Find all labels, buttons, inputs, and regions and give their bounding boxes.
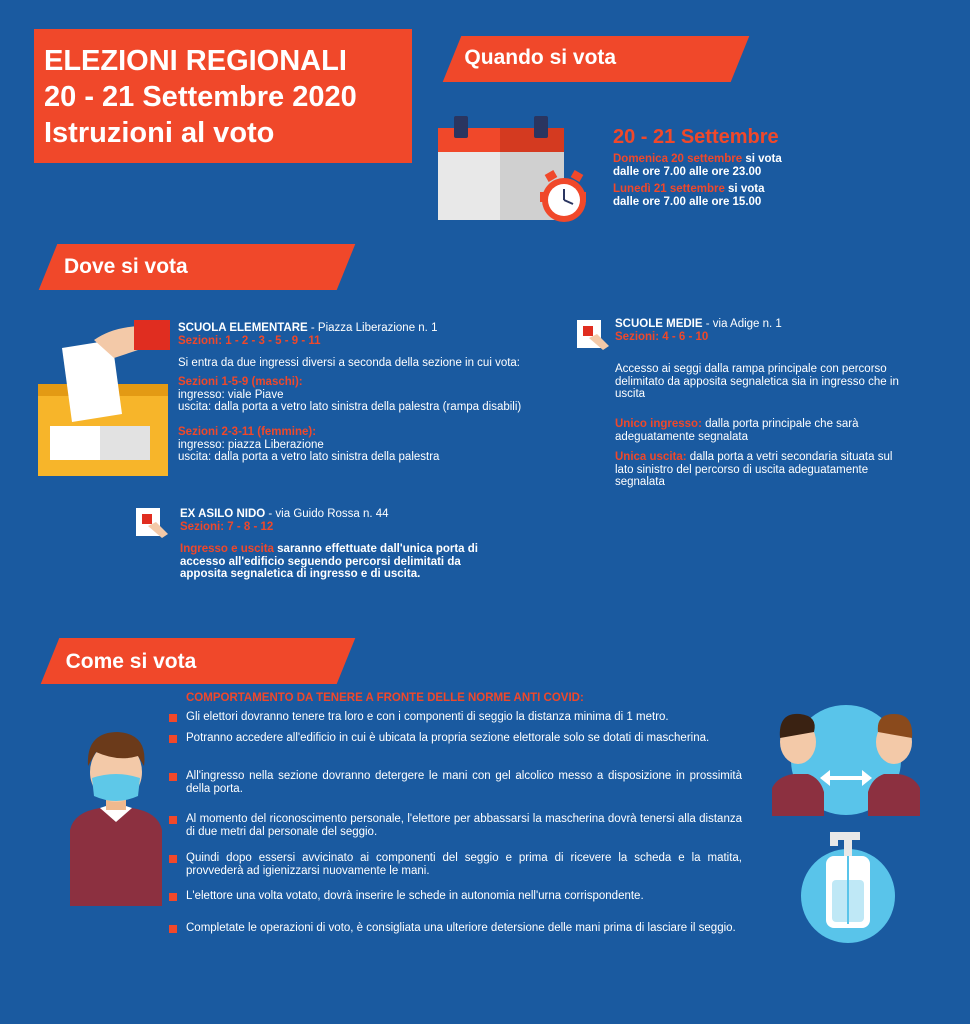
rule-item-7: Completate le operazioni di voto, è consigliata una ulteriore detersione delle mani prima di lasciare il seggio. — [186, 922, 736, 934]
elementare-sections: Sezioni: 1 - 2 - 3 - 5 - 9 - 11 — [178, 334, 321, 347]
groupA-label: Sezioni 1-5-9 (maschi): — [178, 376, 303, 388]
elementare-intro: Si entra da due ingressi diversi a seconda della sezione in cui vota: — [178, 357, 521, 369]
elementare-groupA — [178, 376, 588, 414]
asilo-l1: saranno effettuate dall'unica porta di — [273, 543, 478, 555]
medie-block — [615, 318, 945, 343]
medie-entry-1: dalla porta principale che sarà — [701, 418, 859, 430]
medie-exit-1: dalla porta a vetri secondaria situata sul — [686, 451, 893, 463]
bullet-square — [169, 855, 177, 863]
medie-access-2: delimitato da apposita segnaletica sia in ingresso che in — [615, 375, 899, 388]
ballot-box-icon — [34, 318, 174, 478]
day1-label: Domenica 20 settembre — [613, 153, 743, 165]
medie-name: SCUOLE MEDIE — [615, 318, 703, 330]
covid-heading: COMPORTAMENTO DA TENERE A FRONTE DELLE NORME ANTI COVID: — [186, 692, 584, 704]
medie-access — [615, 363, 955, 401]
medie-exit-label: Unica uscita: — [615, 451, 687, 463]
elementare-groupB — [178, 426, 588, 464]
asilo-name: EX ASILO NIDO — [180, 508, 266, 520]
medie-access-3: uscita — [615, 388, 646, 400]
groupB-label: Sezioni 2-3-11 (femmine): — [178, 426, 317, 438]
elementare-block — [178, 322, 578, 347]
medie-entry-label: Unico ingresso: — [615, 418, 702, 430]
dove-title: Dove si vota — [64, 255, 188, 278]
asilo-address: - via Guido Rossa n. 44 — [265, 508, 389, 520]
medie-entry — [615, 418, 955, 443]
asilo-l3: apposita segnaletica di ingresso e di uscita. — [180, 568, 421, 580]
come-title: Come si vota — [65, 650, 197, 673]
day1-hours: dalle ore 7.00 alle ore 23.00 — [613, 165, 762, 178]
groupA-out: uscita: dalla porta a vetro lato sinistra della palestra (rampa disabili) — [178, 401, 522, 413]
rule-item-3: All'ingresso nella sezione dovranno detergere le mani con gel alcolico messo a disposizione in prossimità della porta. — [186, 770, 742, 795]
asilo-desc — [180, 543, 520, 581]
hand-sanitizer-icon — [800, 828, 896, 944]
header-line-1: ELEZIONI REGIONALI — [44, 45, 347, 77]
asilo-sections: Sezioni: 7 - 8 - 12 — [180, 520, 274, 533]
rule-item-2: Potranno accedere all'edificio in cui è ubicata la propria sezione elettorale solo se dotati di mascherina. — [186, 732, 710, 744]
bullet-square — [169, 925, 177, 933]
masked-person-icon — [66, 726, 166, 906]
ballot-small-icon-medie — [575, 318, 611, 354]
medie-sections: Sezioni: 4 - 6 - 10 — [615, 330, 709, 343]
header-line-2: 20 - 21 Settembre 2020 — [44, 81, 357, 113]
rule-item-5: Quindi dopo essersi avvicinato ai componenti del seggio e prima di ricevere la scheda e la matita, provvederà ad igienizzarsi nuovamente le mani. — [186, 852, 742, 877]
elementare-name: SCUOLA ELEMENTARE — [178, 322, 308, 334]
asilo-label: Ingresso e uscita — [180, 543, 274, 555]
come-banner — [41, 638, 356, 684]
quando-banner — [443, 36, 750, 82]
rule-item-6: L'elettore una volta votato, dovrà inserire le schede in autonomia nell'urna corrispondente. — [186, 890, 644, 902]
groupB-out: uscita: dalla porta a vetro lato sinistra della palestra — [178, 451, 440, 463]
calendar-clock-icon — [436, 114, 596, 226]
day2-label: Lunedì 21 settembre — [613, 183, 725, 195]
medie-exit-3: segnalata — [615, 476, 665, 488]
rule-item-1: Gli elettori dovranno tenere tra loro e con i componenti di seggio la distanza minima di 1 metro. — [186, 711, 669, 723]
bullet-square — [169, 893, 177, 901]
quando-day1 — [613, 153, 833, 178]
distance-icon — [768, 702, 924, 816]
quando-dates: 20 - 21 Settembre — [613, 126, 779, 148]
medie-address: - via Adige n. 1 — [702, 318, 782, 330]
medie-exit-2: lato sinistro del percorso di uscita adeguatamente — [615, 463, 869, 476]
day1-suffix: si vota — [742, 153, 782, 165]
bullet-square — [169, 773, 177, 781]
ballot-small-icon-asilo — [134, 506, 170, 542]
header-line-3: Istruzioni al voto — [44, 117, 275, 149]
header-title-box — [34, 29, 412, 163]
day2-hours: dalle ore 7.00 alle ore 15.00 — [613, 195, 762, 208]
bullet-square — [169, 735, 177, 743]
rule-item-4: Al momento del riconoscimento personale, l'elettore per abbassarsi la mascherina dovrà tenersi alla distanza di due metri dal personale del seggio. — [186, 813, 742, 838]
groupA-in: ingresso: viale Piave — [178, 388, 284, 401]
quando-day2 — [613, 183, 833, 208]
bullet-square — [169, 816, 177, 824]
elementare-address: - Piazza Liberazione n. 1 — [307, 322, 438, 334]
bullet-square — [169, 714, 177, 722]
asilo-l2: accesso all'edificio seguendo percorsi delimitati da — [180, 555, 461, 568]
asilo-block — [180, 508, 510, 533]
medie-access-1: Accesso ai seggi dalla rampa principale con percorso — [615, 363, 887, 375]
quando-title: Quando si vota — [464, 46, 617, 69]
groupB-in: ingresso: piazza Liberazione — [178, 438, 324, 451]
day2-suffix: si vota — [724, 183, 765, 195]
medie-entry-2: adeguatamente segnalata — [615, 430, 748, 443]
medie-exit — [615, 451, 955, 489]
dove-banner — [39, 244, 356, 290]
